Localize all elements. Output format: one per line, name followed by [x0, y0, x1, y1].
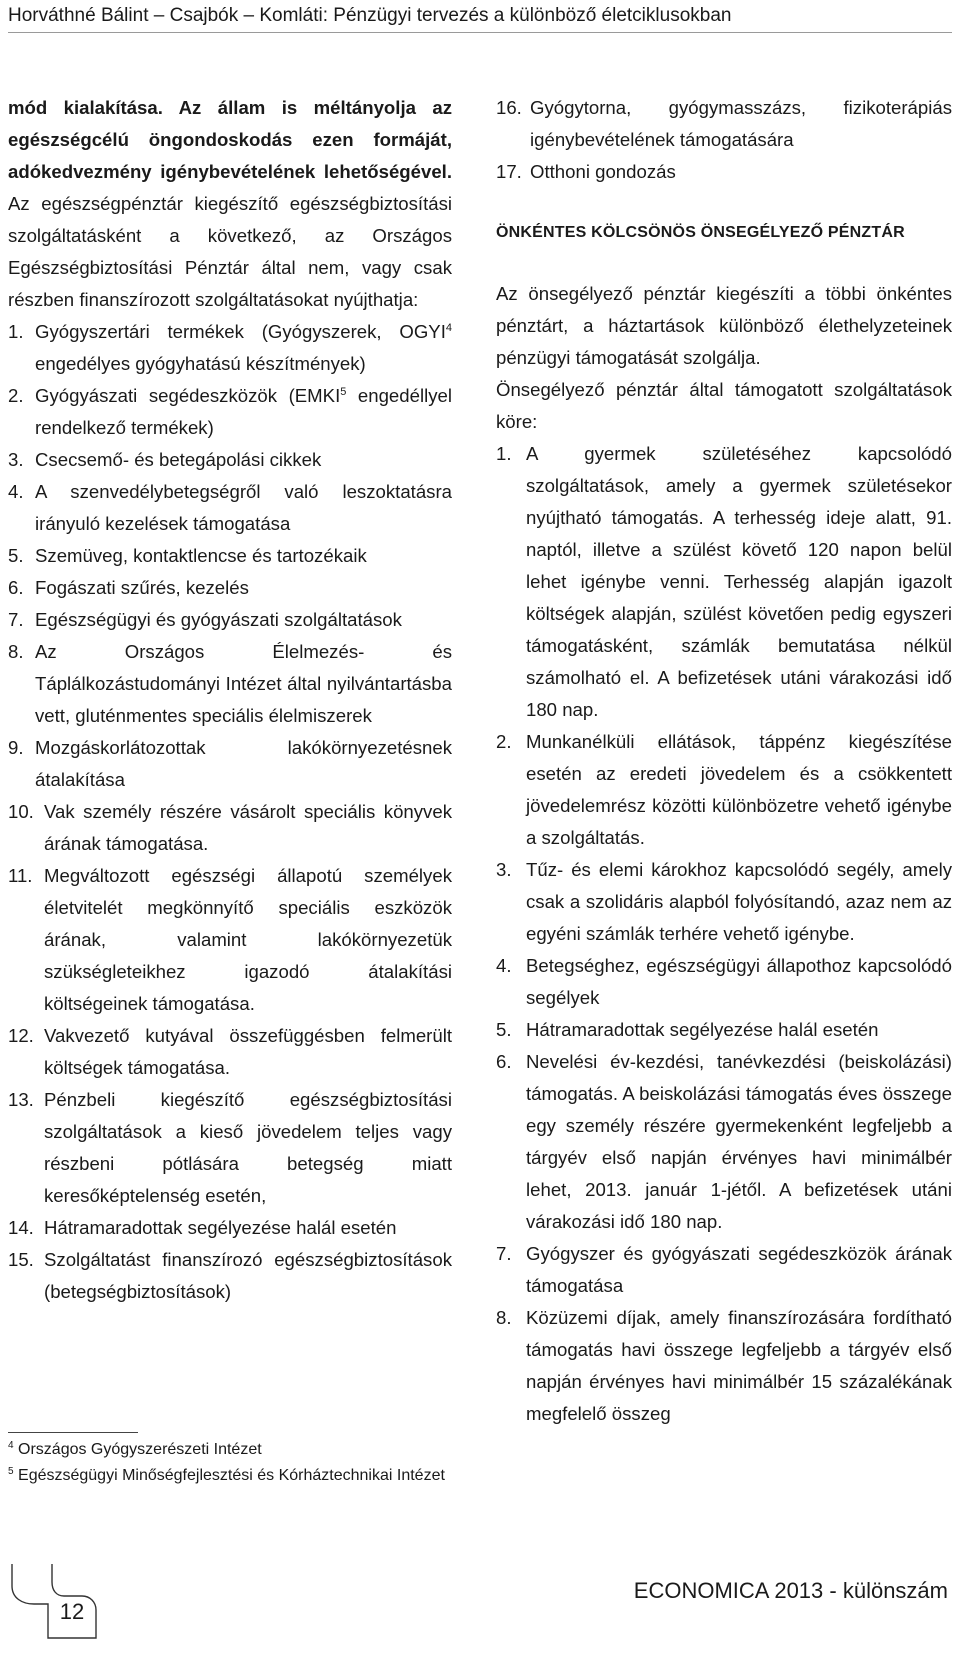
list-item: 9. Mozgáskorlátozottak lakókörnyezetésnek átalakítása	[8, 737, 452, 790]
intro-paragraph	[8, 92, 452, 316]
list-item: 13. Pénzbeli kiegészítő egészségbiztosítási szolgáltatások a kieső jövedelem teljes vagy részbeni pótlására betegség miatt keresőképtelenség esetén,	[8, 1089, 452, 1206]
list-item: 6. Fogászati szűrés, kezelés	[8, 577, 249, 598]
list-item: 1. Gyógyszertári termékek (Gyógyszerek, OGYI$^4$ engedélyes gyógyhatású készítmények)	[8, 321, 452, 374]
footnotes	[8, 1432, 448, 1489]
list-item: 2. Gyógyászati segédeszközök (EMKI$^5$ engedéllyel rendelkező termékek)	[8, 385, 452, 438]
list-item: 8. Az Országos Élelmezés- és Táplálkozástudományi Intézet által nyilvántartásba vett, gluténmentes speciális élelmiszerek	[8, 641, 452, 726]
intro-bold-text: mód kialakítása. Az állam is méltányolja az egészségcélú öngondoskodás ezen formáját, adókedvezmény igénybevételének lehetőségével.	[8, 97, 452, 182]
right-column	[496, 92, 952, 1430]
list-item: 7. Gyógyszer és gyógyászati segédeszközök árának támogatása	[496, 1243, 952, 1296]
list-item: 1. A gyermek születéséhez kapcsolódó szolgáltatások, amely a gyermek születésekor nyújtható támogatás. A terhesség ideje alatt, 91. naptól, illetve a szülést követő 120 napon belül lehet igénybe venni. Terhesség alapján igazolt költségek alapján, szülést követően pedig egyszeri támogatásként, számlák bemutatása nélkül számolható el. A befizetések utáni várakozási idő 180 nap.	[496, 443, 952, 720]
list-item: 15. Szolgáltatást finanszírozó egészségbiztosítások (betegségbiztosítások)	[8, 1249, 452, 1302]
page-number-box	[8, 1562, 120, 1640]
footnote-rule	[8, 1432, 138, 1433]
list-item: 6. Nevelési év-kezdési, tanévkezdési (beiskolázási) támogatás. A beiskolázási támogatás éves összege egy személy részére gyermekenként legfeljebb a tárgyév első napján érvényes havi minimálbér lehet, 2013. január 1-jétől. A befizetések utáni várakozási idő 180 nap.	[496, 1051, 952, 1232]
list-item: 4. Betegséghez, egészségügyi állapothoz kapcsolódó segélyek	[496, 955, 952, 1008]
footnote: $^4$ Országos Gyógyszerészeti Intézet	[8, 1440, 262, 1458]
left-column	[8, 92, 452, 1308]
list-item: 10. Vak személy részére vásárolt speciális könyvek árának támogatása.	[8, 801, 452, 854]
footnote: $^5$ Egészségügyi Minőségfejlesztési és Kórháztechnikai Intézet	[8, 1466, 445, 1484]
page-number: 12	[59, 1599, 85, 1624]
footnote-ref: 5	[340, 386, 347, 398]
list-item: 4. A szenvedélybetegségről való leszoktatásra irányuló kezelések támogatása	[8, 481, 452, 534]
list-item: 11. Megváltozott egészségi állapotú személyek életvitelét megkönnyítő speciális eszközök árának, valamint lakókörnyezetük szükségleteikhez igazodó átalakítási költségeinek támogatása.	[8, 865, 452, 1014]
list-item: 14. Hátramaradottak segélyezése halál esetén	[8, 1217, 397, 1238]
health-fund-services-list-continued	[496, 92, 952, 188]
paragraph: Önsegélyező pénztár által támogatott szolgáltatások köre:	[496, 379, 952, 432]
list-item: 12. Vakvezető kutyával összefüggésben felmerült költségek támogatása.	[8, 1025, 452, 1078]
section-heading: ÖNKÉNTES KÖLCSÖNÖS ÖNSEGÉLYEZŐ PÉNZTÁR	[496, 224, 905, 241]
footnote-ref: 4	[445, 322, 452, 334]
intro-text: Az egészségpénztár kiegészítő egészségbiztosítási szolgáltatásként a következő, az Országos Egészségbiztosítási Pénztár által nem, vagy csak részben finanszírozott szolgáltatásokat nyújthatja:	[8, 193, 452, 310]
list-item: 3. Csecsemő- és betegápolási cikkek	[8, 449, 322, 470]
list-item: 5. Szemüveg, kontaktlencse és tartozékaik	[8, 545, 367, 566]
journal-name: ECONOMICA 2013 - különszám	[633, 1578, 948, 1603]
list-item: 2. Munkanélküli ellátások, táppénz kiegészítése esetén az eredeti jövedelem és a csökkentett jövedelemrész közötti különbözetre vehető igénybe a szolgáltatás.	[496, 731, 952, 848]
list-item: 3. Tűz- és elemi károkhoz kapcsolódó segély, amely csak a szolidáris alapból folyósítandó, azaz nem az egyéni számlák terhére vehető igénybe.	[496, 859, 952, 944]
list-item: 8. Közüzemi díjak, amely finanszírozására fordítható támogatás havi összege legfeljebb a tárgyév első napján érvényes havi minimálbér 15 százalékának megfelelő összeg	[496, 1307, 952, 1424]
list-item: 17. Otthoni gondozás	[496, 161, 676, 182]
paragraph: Az önsegélyező pénztár kiegészíti a többi önkéntes pénztárt, a háztartások különböző élethelyzeteinek pénzügyi támogatását szolgálja.	[496, 283, 952, 368]
health-fund-services-list	[8, 316, 452, 1308]
mutual-aid-services-list	[496, 438, 952, 1430]
list-item: 7. Egészségügyi és gyógyászati szolgáltatások	[8, 609, 402, 630]
list-item: 5. Hátramaradottak segélyezése halál esetén	[496, 1019, 879, 1040]
running-header: Horváthné Bálint – Csajbók – Komláti: Pénzügyi tervezés a különböző életciklusokban	[8, 2, 952, 33]
list-item: 16. Gyógytorna, gyógymasszázs, fizikoterápiás igénybevételének támogatására	[496, 97, 952, 150]
